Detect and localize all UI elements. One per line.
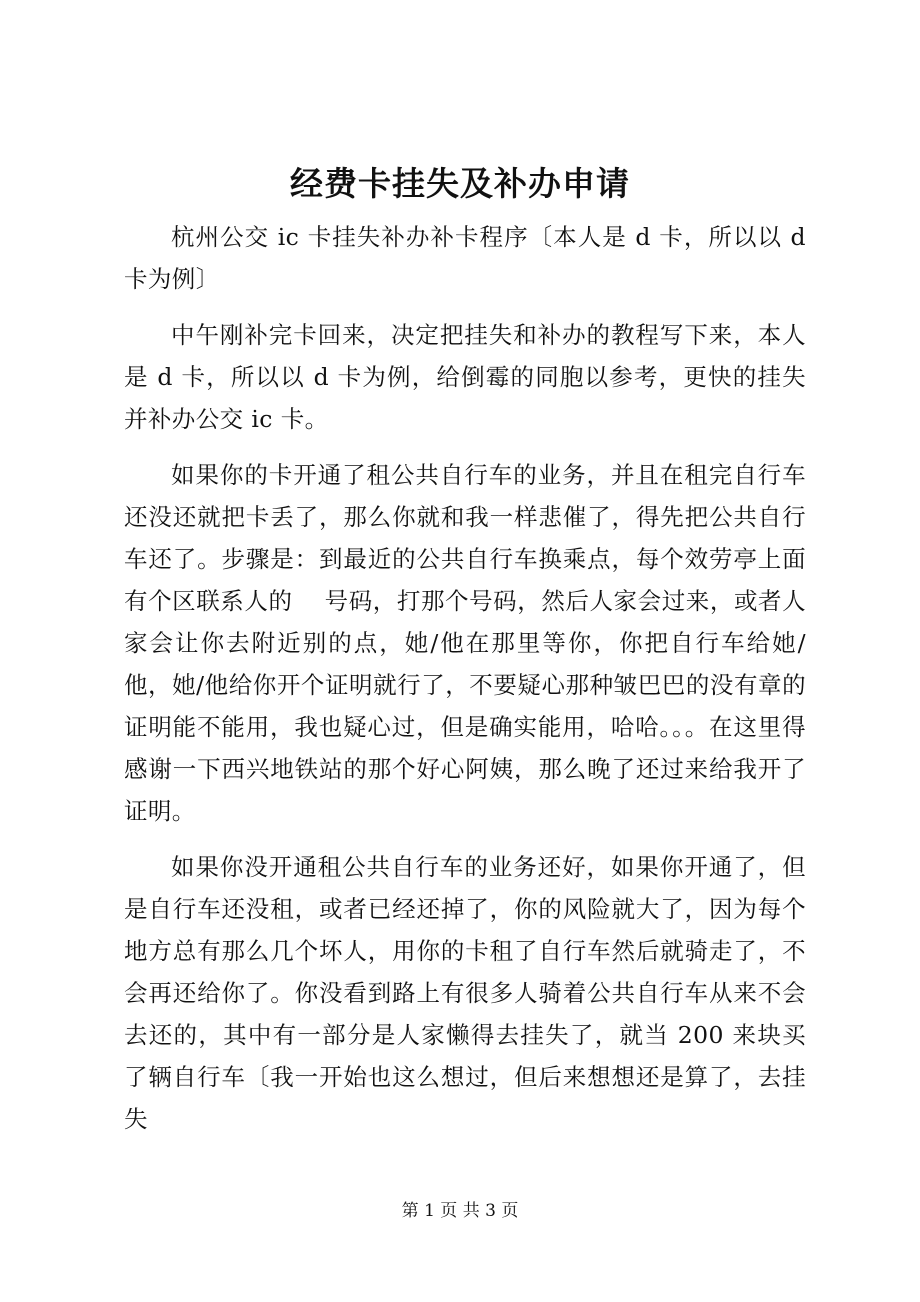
page-number-footer: 第 1 页 共 3 页 <box>401 1201 519 1221</box>
document-body <box>124 216 806 1154</box>
document-title: 经费卡挂失及补办申请 <box>290 164 630 203</box>
paragraph: 中午刚补完卡回来，决定把挂失和补办的教程写下来，本人是 d 卡，所以以 d 卡为例，给倒霉的同胞以参考，更快的挂失并补办公交 ic 卡。 <box>124 321 806 433</box>
paragraph: 杭州公交 ic 卡挂失补办补卡程序〔本人是 d 卡，所以以 d 卡为例〕 <box>124 223 806 293</box>
paragraph: 如果你的卡开通了租公共自行车的业务，并且在租完自行车还没还就把卡丢了，那么你就和我一样悲催了，得先把公共自行车还了。步骤是：到最近的公共自行车换乘点，每个效劳亭上面有个区联系人的 号码，打那个号码，然后人家会过来，或者人家会让你去附近别的点，她/他在那里等你，你把自行车给她/他，她/他给你开个证明就行了，不要疑心那种皱巴巴的没有章的证明能不能用，我也疑心过，但是确实能用，哈哈。。。在这里得感谢一下西兴地铁站的那个好心阿姨，那么晚了还过来给我开了证明。 <box>124 461 806 825</box>
paragraph: 如果你没开通租公共自行车的业务还好，如果你开通了，但是自行车还没租，或者已经还掉了，你的风险就大了，因为每个地方总有那么几个坏人，用你的卡租了自行车然后就骑走了，不会再还给你了。你没看到路上有很多人骑着公共自行车从来不会去还的，其中有一部分是人家懒得去挂失了，就当 200 来块买了辆自行车〔我一开始也这么想过，但后来想想还是算了，去挂失 <box>124 853 806 1133</box>
